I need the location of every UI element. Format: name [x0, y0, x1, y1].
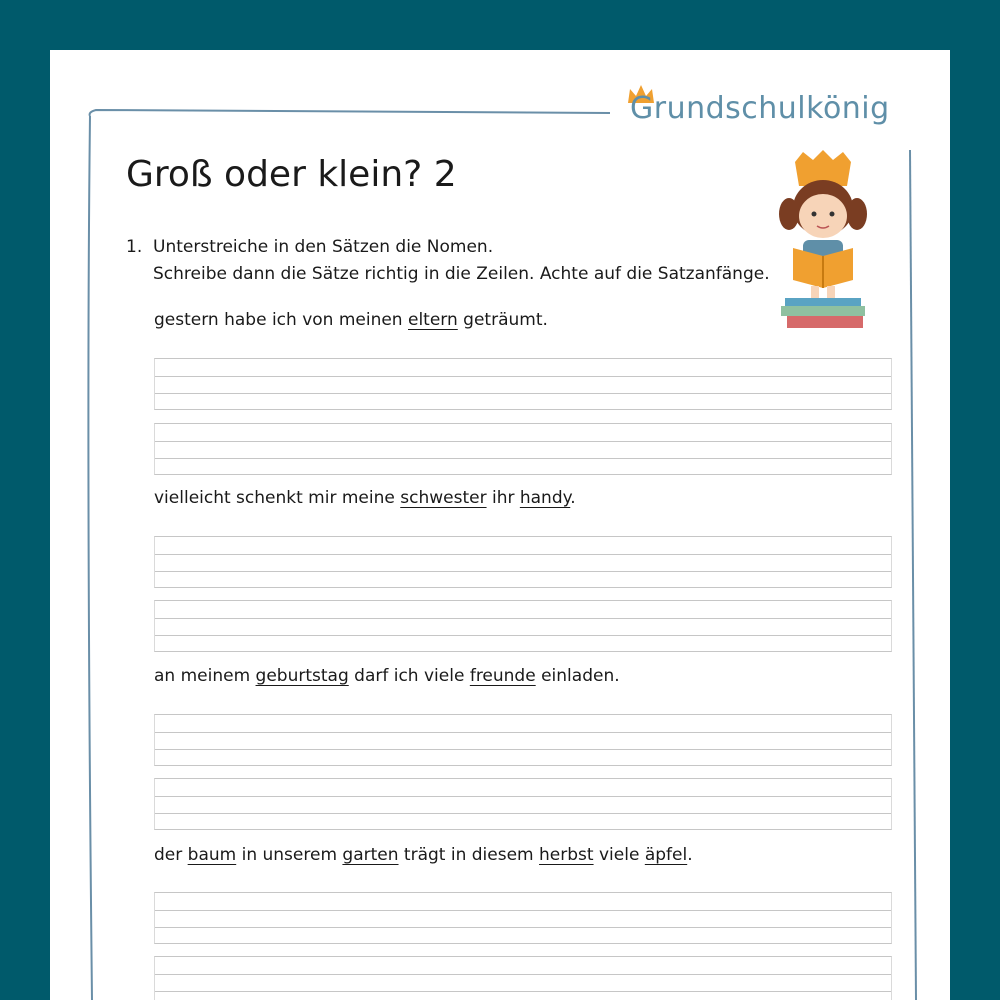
noun: baum — [187, 845, 237, 865]
girl-reading-illustration — [775, 150, 875, 330]
noun: schwester — [400, 488, 487, 508]
task-line-2: Schreibe dann die Sätze richtig in die Zeilen. Achte auf die Satzanfänge. — [153, 264, 770, 284]
task-number: 1. — [126, 237, 143, 257]
worksheet-page — [50, 50, 950, 1000]
text: viele — [593, 845, 645, 865]
sentence-3 — [154, 666, 620, 686]
writing-lines[interactable] — [154, 714, 892, 766]
text: ihr — [486, 488, 520, 508]
noun: handy — [519, 488, 571, 508]
text: . — [570, 488, 576, 508]
text: an meinem — [154, 666, 256, 686]
noun: freunde — [469, 666, 536, 686]
writing-lines[interactable] — [154, 358, 892, 410]
text: darf ich viele — [348, 666, 470, 686]
noun: garten — [342, 845, 399, 865]
brand-logo: Grundschulkönig — [630, 91, 890, 126]
text: trägt in diesem — [398, 845, 540, 865]
text: gestern habe ich von meinen — [154, 310, 408, 330]
sentence-2 — [154, 488, 576, 508]
writing-lines[interactable] — [154, 423, 892, 475]
writing-lines[interactable] — [154, 778, 892, 830]
text: . — [687, 845, 693, 865]
text: vielleicht schenkt mir meine — [154, 488, 401, 508]
noun: herbst — [539, 845, 594, 865]
writing-lines[interactable] — [154, 600, 892, 652]
sentence-1 — [154, 310, 548, 330]
noun: eltern — [408, 310, 458, 330]
noun: äpfel — [644, 845, 688, 865]
writing-lines[interactable] — [154, 892, 892, 944]
task-instructions — [126, 234, 770, 288]
noun: geburtstag — [255, 666, 349, 686]
text: der — [154, 845, 188, 865]
text: in unserem — [236, 845, 343, 865]
page-title: Groß oder klein? 2 — [126, 154, 457, 195]
sentence-4 — [154, 845, 693, 865]
writing-lines[interactable] — [154, 956, 892, 1000]
writing-lines[interactable] — [154, 536, 892, 588]
text: einladen. — [535, 666, 620, 686]
text: geträumt. — [457, 310, 548, 330]
task-line-1: Unterstreiche in den Sätzen die Nomen. — [153, 237, 494, 257]
